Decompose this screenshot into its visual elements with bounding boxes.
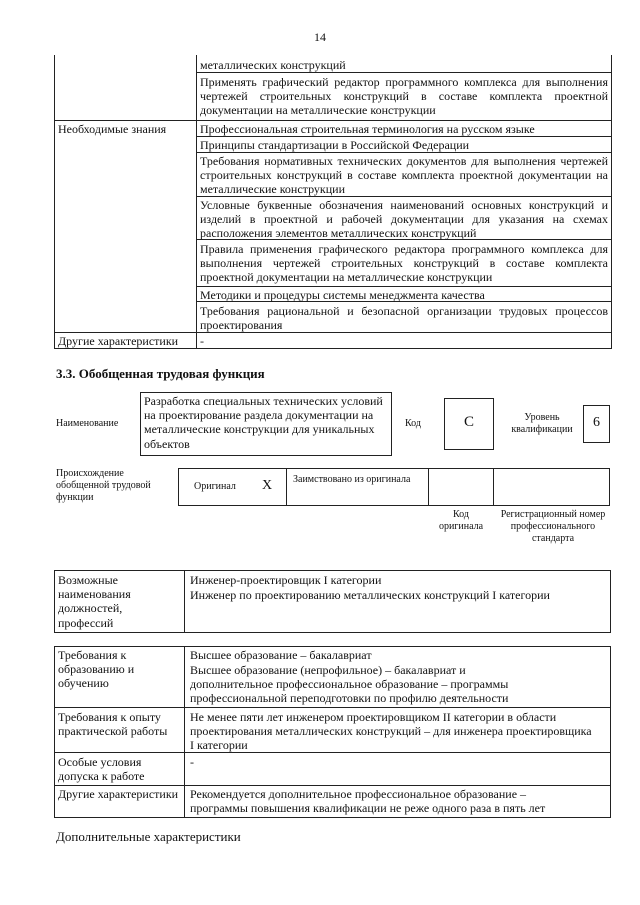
skill-row-0: металлических конструкций: [200, 58, 346, 72]
knowledge-row-4: Правила применения графического редактора программного комплекса для выполнения чертежей строительных конструкций в составе комплекта проектной документации на металлические конструкции: [200, 242, 608, 285]
other-characteristics-label: Другие характеристики: [58, 334, 179, 348]
knowledge-row-5: Методики и процедуры системы менеджмента качества: [200, 288, 485, 302]
skill-row-1: Применять графический редактор программного комплекса для выполнения чертежей строительных конструкций в составе комплекта проектной документации на металлические конструкции: [200, 75, 608, 118]
borrowed-label: Заимствовано из оригинала: [293, 474, 411, 485]
code-label: Код: [405, 418, 421, 429]
other-value: Рекомендуется дополнительное профессиональное образование – программы повышения квалификации не реже одного раза в пять лет: [190, 787, 546, 816]
admission-label: Особые условия допуска к работе: [58, 755, 145, 784]
name-label: Наименование: [56, 418, 119, 429]
knowledge-label: Необходимые знания: [58, 122, 167, 136]
original-mark: X: [262, 478, 273, 493]
knowledge-row-0: Профессиональная строительная терминология на русском языке: [200, 122, 535, 136]
other-label: Другие характеристики: [58, 787, 179, 801]
code-value: C: [463, 414, 474, 430]
reg-caption: Регистрационный номер профессионального стандарта: [500, 509, 606, 544]
position-0: Инженер-проектировщик I категории: [190, 573, 382, 587]
knowledge-row-1: Принципы стандартизации в Российской Федерации: [200, 138, 470, 152]
admission-value: -: [190, 755, 194, 769]
education-value-1: Высшее образование (непрофильное) – бакалавриат и дополнительное профессиональное образование – программы профессиональной переподготовки по профилю деятельности: [190, 663, 509, 706]
origin-label: Происхождение обобщенной трудовой функции: [56, 468, 151, 503]
experience-label: Требования к опыту практической работы: [58, 710, 168, 739]
knowledge-row-6: Требования рациональной и безопасной организации трудовых процессов проектирования: [200, 304, 608, 333]
level-label: Уровень квалификации: [511, 412, 573, 435]
experience-value: Не менее пяти лет инженером проектировщиком II категории в области проектирования металлических конструкций – для инженера проектировщика I категории: [190, 710, 592, 753]
other-characteristics-value: -: [200, 334, 204, 348]
education-label: Требования к образованию и обучению: [58, 648, 135, 691]
page-number: 14: [314, 30, 326, 44]
code-caption: Код оригинала: [438, 509, 484, 532]
name-value: Разработка специальных технических условий на проектирование раздела документации на металлические конструкции для уникальных объектов: [144, 394, 383, 451]
knowledge-row-3: Условные буквенные обозначения наименований основных конструкций и изделий в проектной и рабочей документации для указания на схемах расположения элементов металлических конструкций: [200, 198, 608, 241]
additional-characteristics-heading: Дополнительные характеристики: [56, 829, 241, 844]
knowledge-row-2: Требования нормативных технических документов для выполнения чертежей строительных конструкций в составе комплекта проектной документации на металлические конструкции: [200, 154, 608, 197]
section-title: 3.3. Обобщенная трудовая функция: [56, 366, 265, 381]
education-value-0: Высшее образование – бакалавриат: [190, 648, 372, 662]
positions-label: Возможные наименования должностей, профессий: [58, 573, 131, 630]
original-label: Оригинал: [194, 481, 236, 492]
position-1: Инженер по проектированию металлических конструкций I категории: [190, 588, 550, 602]
level-value: 6: [593, 415, 600, 430]
